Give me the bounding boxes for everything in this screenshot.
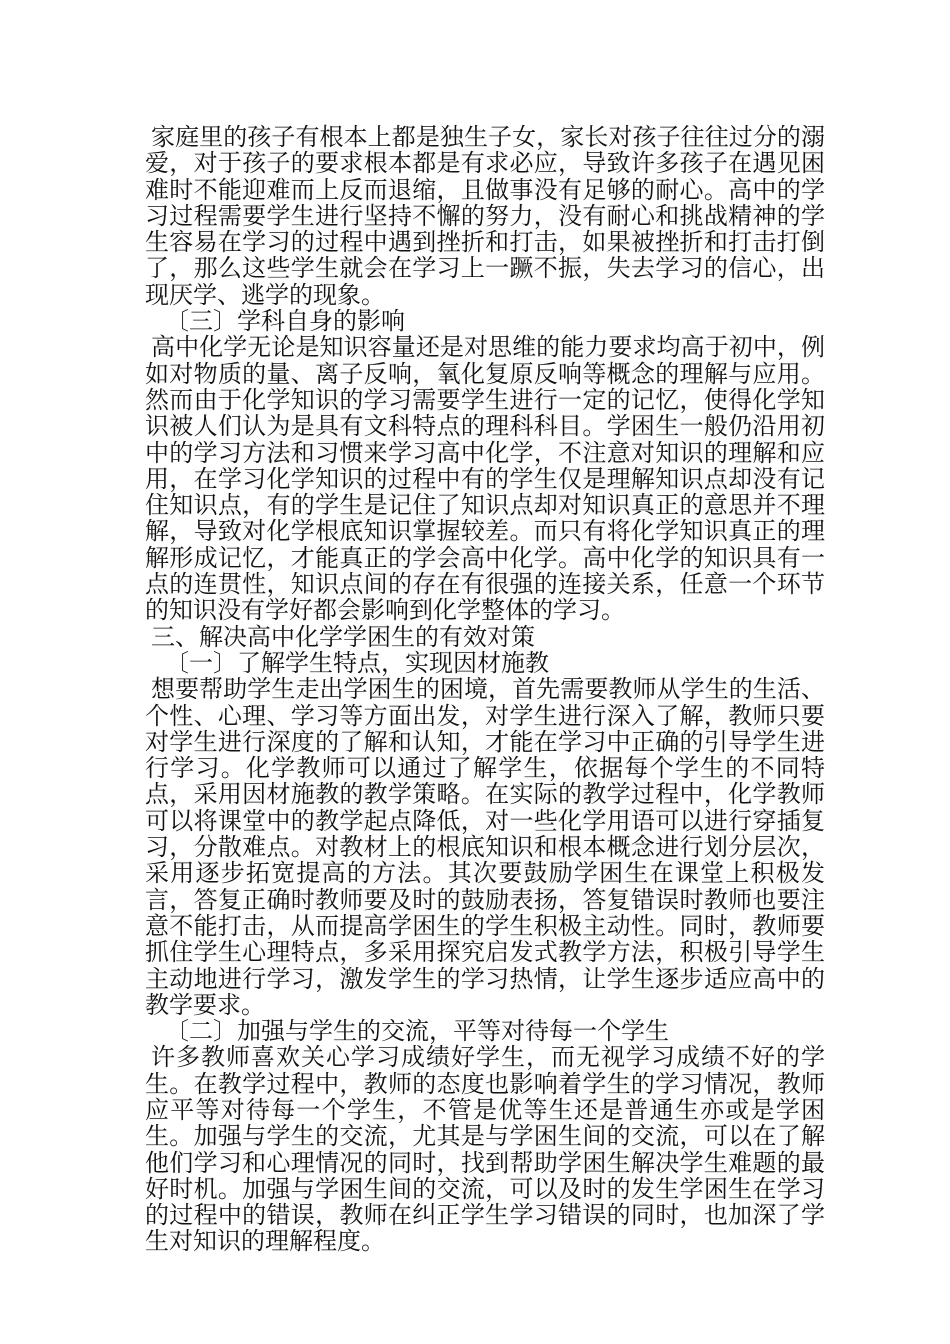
subheading-understand-students: 〔一〕了解学生特点，实现因材施教 (165, 648, 549, 677)
paragraph-teach-by-aptitude: 想要帮助学生走出学困生的困境，首先需要教师从学生的生活、个性、心理、学习等方面出发，对学生进行深入了解，教师只要对学生进行深度的了解和认知，才能在学习中正确的引导学生进行学习。化学教师可以通过了解学生，依据每个学生的不同特点，采用因材施教的教学策略。在实际的教学过程中，化学教师可以将课堂中的教学起点降低，对一些化学用语可以进行穿插复习，分散难点。对教材上的根底知识和根本概念进行划分层次，采用逐步拓宽提高的方法。其次要鼓励学困生在课堂上积极发言，答复正确时教师要及时的鼓励表扬，答复错误时教师也要注意不能打击，从而提高学困生的学生积极主动性。同时，教师要抓住学生心理特点，多采用探究启发式教学方法，积极引导学生主动地进行学习，激发学生的学习热情，让学生逐步适应高中的教学要求。 (145, 675, 825, 1019)
subheading-communication: 〔二〕加强与学生的交流，平等对待每一个学生 (165, 1017, 669, 1046)
paragraph-equal-treatment: 许多教师喜欢关心学习成绩好学生，而无视学习成绩不好的学生。在教学过程中，教师的态度也影响着学生的学习情况，教师应平等对待每一个学生，不管是优等生还是普通生亦或是学困生。加强与学生的交流，尤其是与学困生间的交流，可以在了解他们学习和心理情况的同时，找到帮助学困生解决学生难题的最好时机。加强与学困生间的交流，可以及时的发生学困生在学习的过程中的错误，教师在纠正学生学习错误的同时，也加深了学生对知识的理解程度。 (145, 1043, 825, 1256)
document-page (145, 124, 825, 1255)
paragraph-family-background: 家庭里的孩子有根本上都是独生子女，家长对孩子往往过分的溺爱，对于孩子的要求根本都是有求必应，导致许多孩子在遇见困难时不能迎难而上反而退缩，且做事没有足够的耐心。高中的学习过程需要学生进行坚持不懈的努力，没有耐心和挑战精神的学生容易在学习的过程中遇到挫折和打击，如果被挫折和打击打倒了，那么这些学生就会在学习上一蹶不振，失去学习的信心，出现厌学、逃学的现象。 (145, 123, 825, 309)
subheading-subject-influence: 〔三〕学科自身的影响 (165, 307, 405, 336)
section-heading-strategies: 三、解决高中化学学困生的有效对策 (151, 622, 535, 651)
paragraph-chemistry-difficulty: 高中化学无论是知识容量还是对思维的能力要求均高于初中，例如对物质的量、离子反响，氧化复原反响等概念的理解与应用。然而由于化学知识的学习需要学生进行一定的记忆，使得化学知识被人们认为是具有文科特点的理科科目。学困生一般仍沿用初中的学习方法和习惯来学习高中化学，不注意对知识的理解和应用，在学习化学知识的过程中有的学生仅是理解知识点却没有记住知识点，有的学生是记住了知识点却对知识真正的意思并不理解，导致对化学根底知识掌握较差。而只有将化学知识真正的理解形成记忆，才能真正的学会高中化学。高中化学的知识具有一点的连贯性，知识点间的存在有很强的连接关系，任意一个环节的知识没有学好都会影响到化学整体的学习。 (145, 333, 825, 625)
